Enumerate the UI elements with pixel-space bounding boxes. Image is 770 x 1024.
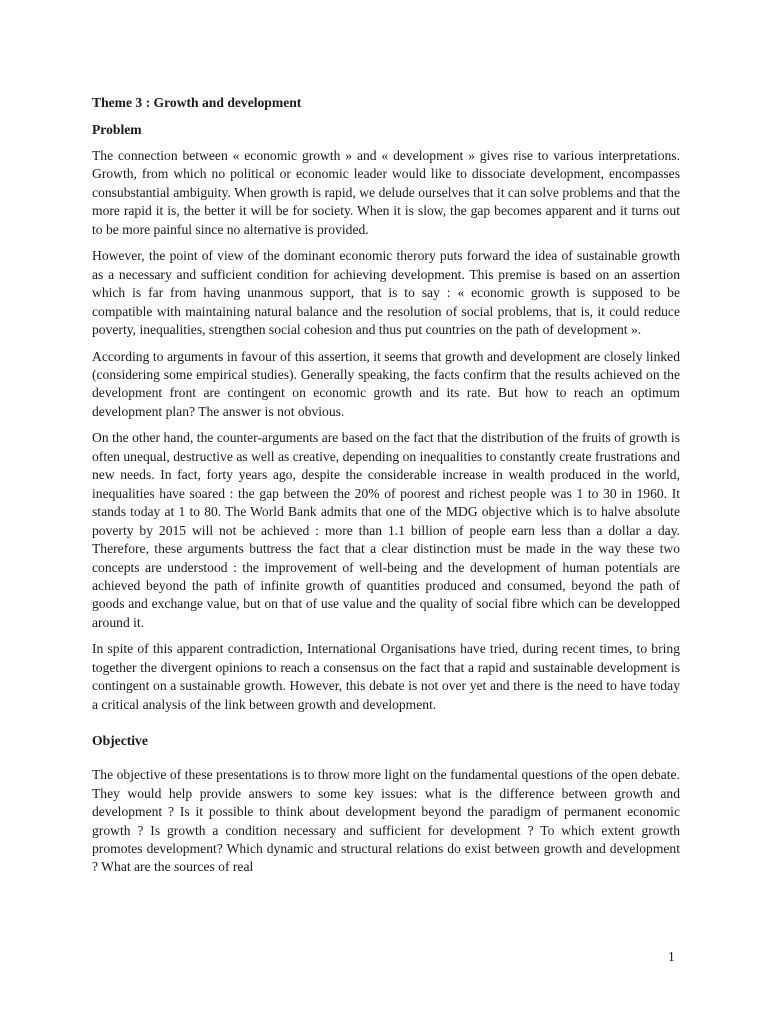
objective-heading: Objective [92, 733, 148, 749]
problem-paragraph-4: On the other hand, the counter-arguments are based on the fact that the distribution of the fruits of growth is often unequal, destructive as well as creative, depending on inequalities to constantly create frustrations and new needs. In fact, forty years ago, despite the considerable increase in wealth produced in the world, inequalities have soared : the gap between the 20% of poorest and richest people was 1 to 30 in 1960. It stands today at 1 to 80. The World Bank admits that one of the MDG objective which is to halve absolute poverty by 2015 will not be achieved : more than 1.1 billion of people earn less than a dollar a day. Therefore, these arguments buttress the fact that a clear distinction must be made in the way these two concepts are understood : the improvement of well-being and the development of human potentials are achieved beyond the path of infinite growth of quantities produced and consumed, beyond the path of goods and exchange value, but on that of use value and the quality of social fibre which can be developped around it. [92, 430, 680, 630]
problem-paragraph-2: However, the point of view of the dominant economic therory puts forward the idea of sustainable growth as a necessary and sufficient condition for achieving development. This premise is based on an assertion which is far from having unanmous support, that is to say : « economic growth is supposed to be compatible with maintaining natural balance and the resolution of social problems, that is, it could reduce poverty, inequalities, strengthen social cohesion and thus put countries on the path of development ». [92, 248, 680, 338]
problem-paragraph-1: The connection between « economic growth » and « development » gives rise to various interpretations. Growth, from which no political or economic leader would like to dissociate development, encompasses consubstantial ambiguity. When growth is rapid, we delude ourselves that it can solve problems and that the more rapid it is, the better it will be for society. When it is slow, the gap becomes apparent and it turns out to be more painful since no alternative is provided. [92, 148, 680, 237]
objective-paragraph: The objective of these presentations is to throw more light on the fundamental questions of the open debate. They would help provide answers to some key issues: what is the difference between growth and development ? Is it possible to think about development beyond the paradigm of permanent economic growth ? Is growth a condition necessary and sufficient for development ? To which extent growth promotes development? Which dynamic and structural relations do exist between growth and development ? What are the sources of real [92, 767, 680, 875]
document-page [92, 94, 680, 885]
problem-paragraph-5: In spite of this apparent contradiction, International Organisations have tried, during recent times, to bring together the divergent opinions to reach a consensus on the fact that a rapid and sustainable development is contingent on a sustainable growth. However, this debate is not over yet and there is the need to have today a critical analysis of the link between growth and development. [92, 641, 680, 712]
theme-title: Theme 3 : Growth and development [92, 95, 302, 110]
problem-heading: Problem [92, 122, 142, 137]
problem-paragraph-3: According to arguments in favour of this assertion, it seems that growth and development are closely linked (considering some empirical studies). Generally speaking, the facts confirm that the results achieved on the development front are contingent on economic growth and its rate. But how to reach an optimum development plan? The answer is not obvious. [92, 348, 680, 419]
page-number: 1 [668, 949, 675, 964]
